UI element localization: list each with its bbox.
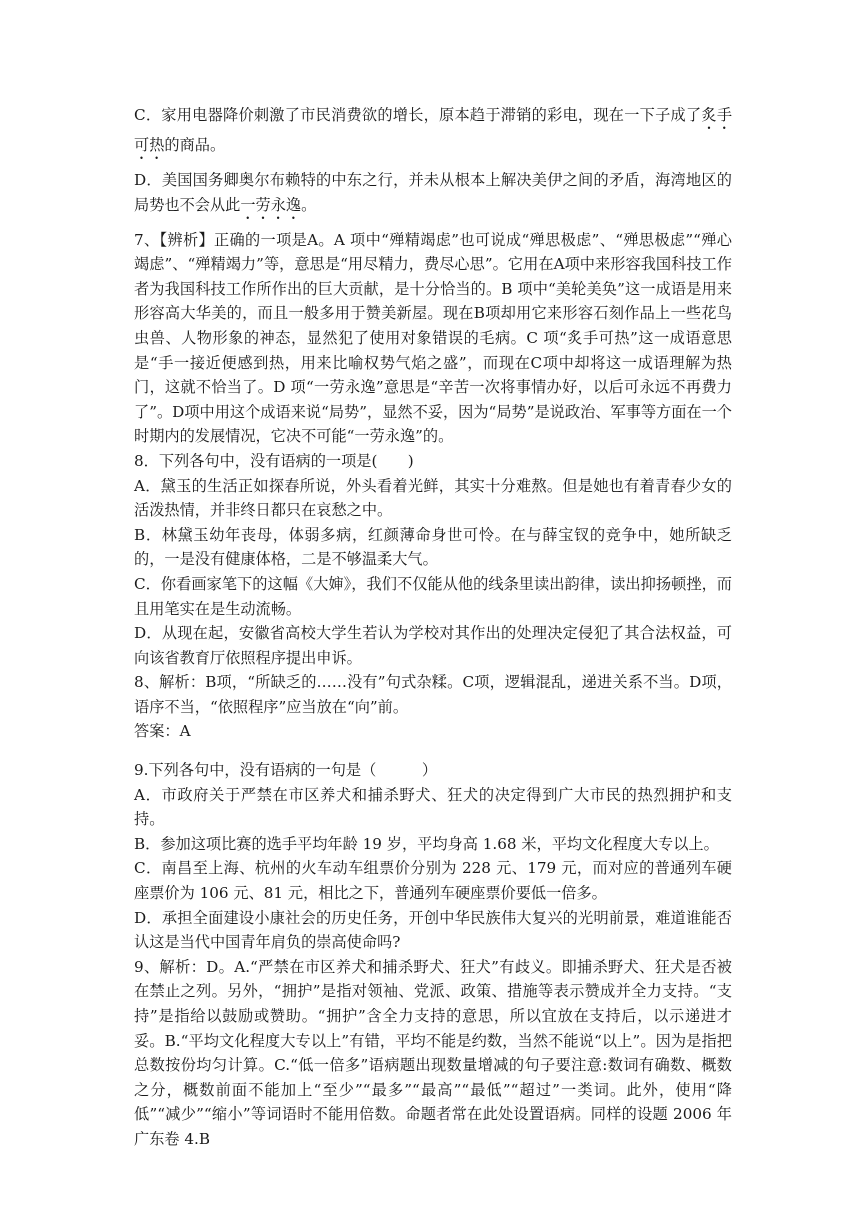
- option-d-line: D．美国国务卿奥尔布赖特的中东之行，并未从根本上解决美伊之间的矛盾，海湾地区的局势也不会从此一劳永逸。: [134, 171, 732, 214]
- q8-option-d: D．从现在起，安徽省高校大学生若认为学校对其作出的处理决定侵犯了其合法权益，可向该省教育厅依照程序提出申诉。: [134, 624, 732, 667]
- q9-option-d: D．承担全面建设小康社会的历史任务，开创中华民族伟大复兴的光明前景，难道谁能否认这是当代中国青年肩负的崇高使命吗?: [134, 908, 732, 952]
- q8-stem: 8．下列各句中，没有语病的一项是( ): [134, 451, 414, 470]
- q7-analysis: 7、【辨析】正确的一项是A。A 项中“殚精竭虑”也可说成“殚思极虑”、“殚思极虑”“殚心竭虑”、“殚精竭力”等，意思是“用尽精力，费尽心思”。它用在A项中来形容我国科技工作者为我国科技工作所作出的巨大贡献，是十分恰当的。B 项中“美轮美奂”这一成语是用来形容高大华美的，而且一般多用于赞美新屋。现在B项却用它来形容石刻作品上一些花鸟虫兽、人物形象的神态，显然犯了使用对象错误的毛病。C 项“炙手可热”这一成语意思是“手一接近便感到热，用来比喻权势气焰之盛”，而现在C项中却将这一成语理解为热门，这就不恰当了。D 项“一劳永逸”意思是“辛苦一次将事情办好，以后可永远不再费力了”。D项中用这个成语来说“局势”，显然不妥，因为“局势”是说政治、军事等方面在一个时期内的发展情况，它决不可能“一劳永逸”的。: [134, 230, 732, 446]
- emphasized-idiom: 一劳永逸: [240, 195, 302, 214]
- q8-analysis: 8、解析：B项，“所缺乏的……没有”句式杂糅。C项，逻辑混乱，递进关系不当。D项，语序不当，“依照程序”应当放在“向”前。: [134, 673, 732, 716]
- emphasized-idiom: 炙手可热: [134, 106, 733, 154]
- q9-stem: 9.下列各句中，没有语病的一句是（ ）: [134, 761, 438, 780]
- q8-option-a: A．黛玉的生活正如探春所说，外头看着光鲜，其实十分难熬。但是她也有着青春少女的活泼热情，并非终日都只在哀愁之中。: [134, 476, 732, 520]
- q9-option-c: C．南昌至上海、杭州的火车动车组票价分别为 228 元、179 元，而对应的普通列车硬座票价为 106 元、81 元，相比之下，普通列车硬座票价要低一倍多。: [134, 859, 732, 903]
- q8-option-c: C．你看画家笔下的这幅《大婶》，我们不仅能从他的线条里读出韵律，读出抑扬顿挫，而且用笔实在是生动流畅。: [134, 574, 732, 618]
- q9-analysis: 9、解析：D。A.“严禁在市区养犬和捕杀野犬、狂犬”有歧义。即捕杀野犬、狂犬是否被在禁止之列。另外，“拥护”是指对领袖、党派、政策、措施等表示赞成并全力支持。“支持”是指给以鼓励或赞助。“拥护”含全力支持的意思，所以宜放在支持后，以示递进才妥。B.“平均文化程度大专以上”有错，平均不能是约数，当然不能说“以上”。因为是指把总数按份均匀计算。C.“低一倍多”语病题出现数量增减的句子要注意:数词有确数、概数之分，概数前面不能加上“至少”“最多”“最高”“最低”“超过”一类词。此外，使用“降低”“减少”“缩小”等词语时不能用倍数。命题者常在此处设置语病。同样的设题 2006 年广东卷 4.B: [134, 957, 732, 1148]
- q9-option-a: A．市政府关于严禁在市区养犬和捕杀野犬、狂犬的决定得到广大市民的热烈拥护和支持。: [134, 785, 732, 829]
- q8-answer: 答案：A: [134, 722, 191, 741]
- option-c-line: C．家用电器降价刺激了市民消费欲的增长，原本趋于滞销的彩电，现在一下子成了炙手可热的商品。: [134, 106, 733, 154]
- spacer: [134, 744, 732, 758]
- q8-option-b: B．林黛玉幼年丧母，体弱多病，红颜薄命身世可怜。在与薛宝钗的竞争中，她所缺乏的，一是没有健康体格，二是不够温柔大气。: [134, 525, 732, 569]
- document-page: [134, 103, 732, 1152]
- q9-option-b: B．参加这项比赛的选手平均年龄 19 岁，平均身高 1.68 米，平均文化程度大专以上。: [134, 834, 719, 853]
